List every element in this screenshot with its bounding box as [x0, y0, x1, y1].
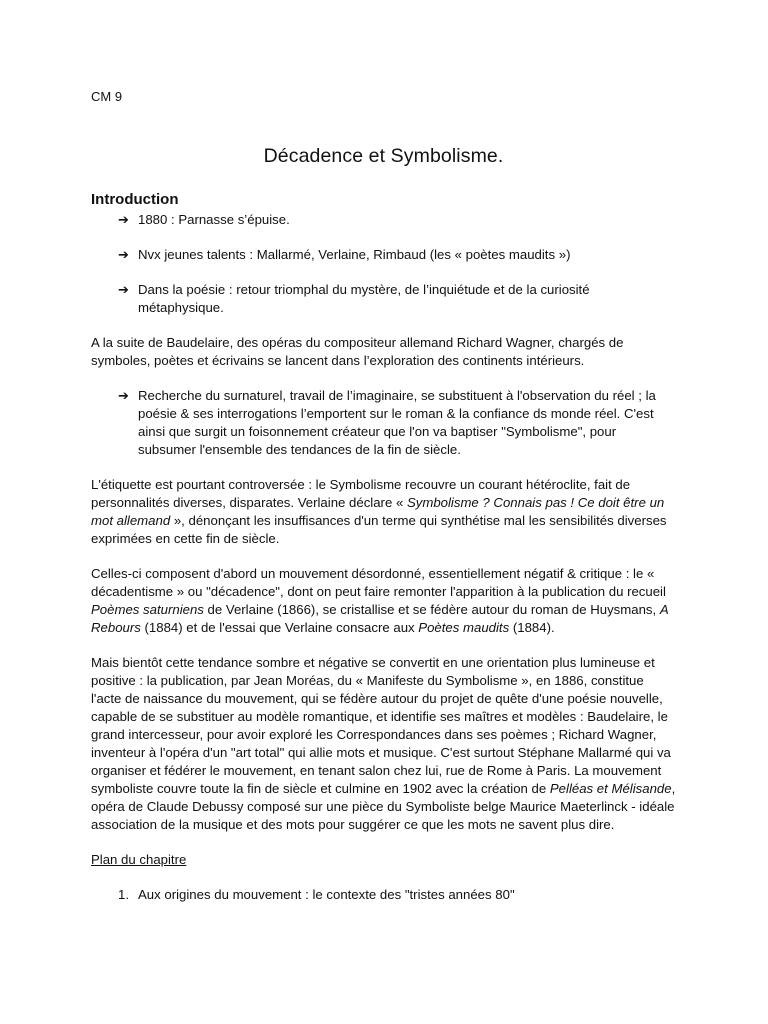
arrow-right-icon: ➔ — [118, 247, 129, 262]
paragraph-etiquette — [91, 476, 676, 548]
list-item-number: 1. — [118, 887, 129, 902]
verlaine-quote: Symbolisme ? Connais pas ! Ce doit être un mot allemand — [91, 495, 665, 528]
list-item — [118, 886, 676, 904]
work-title: Poètes maudits — [418, 620, 510, 635]
paragraph-manifeste — [91, 654, 676, 834]
text-span: de Verlaine (1866), se cristallise et se fédère autour du roman de Huysmans, — [203, 602, 660, 617]
list-item-text: 1880 : Parnasse s’épuise. — [138, 212, 290, 227]
list-item-text: Dans la poésie : retour triomphal du mystère, de l’inquiétude et de la curiosité métaphysique. — [138, 282, 590, 315]
introduction-bullet-list — [91, 211, 676, 317]
course-code: CM 9 — [91, 89, 123, 104]
list-item-text: Nvx jeunes talents : Mallarmé, Verlaine, Rimbaud (les « poètes maudits ») — [138, 247, 571, 262]
introduction-heading: Introduction — [91, 191, 179, 208]
work-title: Pelléas et Mélisande — [549, 781, 672, 796]
list-item — [118, 281, 676, 317]
text-span: (1884) et de l'essai que Verlaine consacre aux — [140, 620, 419, 635]
text-span: , opéra de Claude Debussy composé sur une pièce du Symboliste belge Maurice Maeterlinck - idéale association de la musique et des mots pour suggérer ce que les mots ne savent plus dire. — [91, 781, 676, 832]
text-span: Mais bientôt cette tendance sombre et négative se convertit en une orientation plus lumineuse et positive : la publication, par Jean Moréas, du « Manifeste du Symbolisme », en 1886, constitue l'acte de naissance du mouvement, qui se fédère autour du projet de quête d'une poésie nouvelle, capable de se substituer au modèle romantique, et identifie ses maîtres et modèles : Baudelaire, le grand intercesseur, pour avoir exploré les Correspondances dans ses poèmes ; Richard Wagner, inventeur à l'opéra d'un "art total" qui allie mots et musique. C'est surtout Stéphane Mallarmé qui va organiser et fédérer le mouvement, en tenant salon chez lui, rue de Rome à Paris. La mouvement symboliste couvre toute la fin de siècle et culmine en 1902 avec la création de — [91, 655, 671, 796]
text-span: », dénonçant les insuffisances d'un terme qui synthétise mal les sensibilités diverses exprimées en cette fin de siècle. — [91, 513, 667, 546]
work-title: A Rebours — [91, 602, 669, 635]
list-item — [118, 211, 676, 229]
text-span: L'étiquette est pourtant controversée : le Symbolisme recouvre un courant hétéroclite, fait de personnalités diverses, disparates. Verlaine déclare « — [91, 477, 631, 510]
list-item-text: Recherche du surnaturel, travail de l’imaginaire, se substituent à l'observation du réel ; la poésie & ses interrogations l’emportent sur le roman & la confiance ds monde réel. C'est ainsi que surgit un foisonnement créateur que l'on va baptiser "Symbolisme", pour subsumer l'ensemble des tendances de la fin de siècle. — [138, 388, 656, 457]
surnaturel-bullet-list — [91, 387, 676, 459]
paragraph-decadence — [91, 565, 676, 637]
text-span: (1884). — [509, 620, 555, 635]
list-item-text: Aux origines du mouvement : le contexte des "tristes années 80" — [138, 887, 515, 902]
paragraph-wagner: A la suite de Baudelaire, des opéras du compositeur allemand Richard Wagner, chargés de symboles, poètes et écrivains se lancent dans l’exploration des continents intérieurs. — [91, 335, 624, 368]
arrow-right-icon: ➔ — [118, 212, 129, 227]
page-title: Décadence et Symbolisme. — [263, 145, 504, 167]
text-span: Celles-ci composent d'abord un mouvement désordonné, essentiellement négatif & critique : le « décadentisme » ou "décadence", dont on peut faire remonter l'apparition à la publication du recueil — [91, 566, 666, 599]
work-title: Poèmes saturniens — [91, 602, 204, 617]
arrow-right-icon: ➔ — [118, 282, 129, 297]
list-item — [118, 387, 676, 459]
plan-heading: Plan du chapitre — [91, 852, 187, 867]
arrow-right-icon: ➔ — [118, 388, 129, 403]
plan-list — [91, 886, 676, 904]
list-item — [118, 246, 676, 264]
